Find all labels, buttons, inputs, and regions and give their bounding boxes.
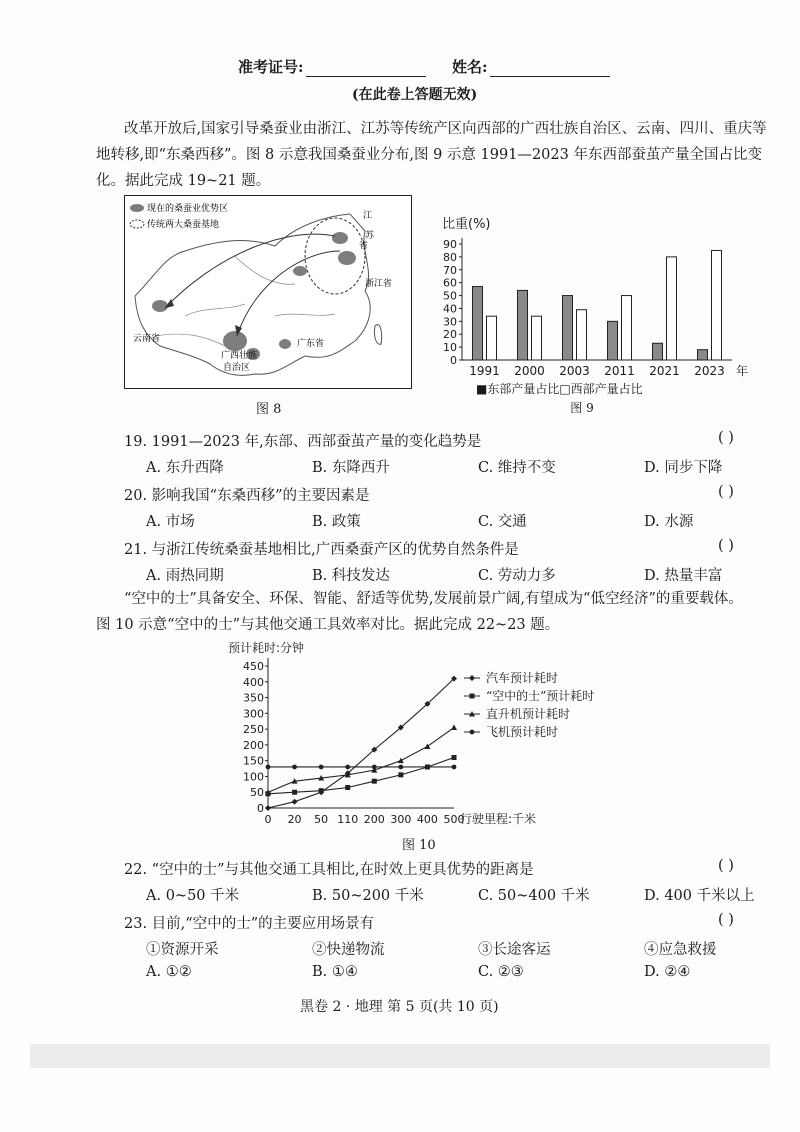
y-tick-label: 90 [443,238,457,251]
point-circle [372,765,377,770]
x-tick-label: 1991 [469,364,500,378]
answer-paren[interactable]: ( ) [718,858,734,874]
bar-west-2011 [622,296,632,360]
point-circle [292,765,297,770]
answer-option[interactable]: B. ①④ [312,964,358,980]
advantage-region-guangdong [279,339,291,349]
advantage-region-zhejiang [338,251,356,265]
question-stem: 23. 目前,“空中的士”的主要应用场景有 [124,916,375,932]
y-tick-label: 10 [443,341,457,355]
answer-option[interactable]: D. 同步下降 [644,460,723,476]
label-sheng: 省 [359,241,369,251]
bar-east-2000 [518,290,528,360]
y-tick-label: 450 [243,660,264,673]
bar-west-2021 [667,257,677,360]
answer-warning: (在此卷上答题无效) [352,87,478,103]
answer-option[interactable]: A. 0~50 千米 [146,888,240,904]
answer-paren[interactable]: ( ) [718,538,734,554]
intro1-line-2: 地转移,即“东桑西移”。图 8 示意我国桑蚕业分布,图 9 示意 1991—2023 年东西部蚕茧产量全国占比变 [96,147,762,163]
x-tick-label: 2021 [649,364,680,378]
answer-paren[interactable]: ( ) [718,484,734,500]
series-line-diamond [268,679,454,808]
label-zhejiang: 浙江省 [365,279,393,289]
point-circle [425,765,430,770]
y-tick-label: 80 [443,250,457,264]
y-tick-label: 50 [250,786,264,800]
figure-9-bar-chart [432,208,752,418]
y-tick-label: 250 [243,723,264,737]
answer-option[interactable]: C. 维持不变 [478,460,556,476]
point-circle [319,765,324,770]
legend-marker-square [470,694,475,699]
point-square [345,785,350,790]
exam-number-label: 准考证号: [238,56,426,77]
bar-east-2011 [608,321,618,360]
y-tick-label: 350 [243,691,264,705]
point-diamond [292,799,298,805]
x-tick-label: 0 [264,813,272,826]
legend-label-diamond: 汽车预计耗时 [486,671,559,685]
figure-9-caption: 图 9 [570,401,594,415]
point-square [452,755,457,760]
point-circle [398,765,403,770]
y-tick-label: 100 [243,770,264,784]
exam-number-blank [306,62,426,77]
x-tick-label: 300 [390,813,412,826]
answer-option[interactable]: B. 政策 [312,514,361,530]
answer-option[interactable]: A. 市场 [146,514,195,530]
intro-paragraph-2 [96,586,774,638]
y-tick-label: 60 [443,276,457,290]
answer-paren[interactable]: ( ) [718,430,734,446]
legend-traditional-label: 传统两大桑蚕基地 [147,220,220,230]
bar-legend: ■东部产量占比□西部产量占比 [476,382,643,396]
answer-option[interactable]: C. 50~400 千米 [478,888,590,904]
question-stem: 21. 与浙江传统桑蚕基地相比,广西桑蚕产区的优势自然条件是 [124,542,519,558]
bar-east-1991 [473,287,483,360]
figure-8-map [124,195,412,389]
legend-advantage-swatch [130,204,144,212]
point-triangle [424,743,430,749]
answer-option[interactable]: C. 交通 [478,514,527,530]
intro-paragraph-1 [96,116,774,194]
answer-option[interactable]: D. 400 千米以上 [644,888,755,904]
advantage-region-guangxi [223,331,247,351]
question-item: ①资源开采 [146,942,219,958]
silk-distribution-map [125,196,411,388]
y-tick-label: 300 [243,707,264,721]
question-item: ③长途客运 [478,942,551,958]
point-circle [452,765,457,770]
x-axis-title: 行驶里程:千米 [460,812,537,826]
figure-8-caption: 图 8 [256,402,282,417]
figure-10-caption: 图 10 [402,838,436,853]
candidate-name-label: 姓名: [452,56,610,77]
bar-east-2003 [563,296,573,360]
y-tick-label: 40 [443,302,457,316]
y-axis-title: 比重(%) [442,217,491,232]
point-square [319,788,324,793]
y-tick-label: 70 [443,263,457,277]
label-guangxi-2: 自治区 [223,363,251,373]
x-axis-title: 年 [736,364,749,378]
answer-option[interactable]: A. 雨热同期 [146,568,224,584]
answer-option[interactable]: D. ②④ [644,964,691,980]
x-tick-label: 110 [337,813,359,826]
taiwan-outline [374,325,381,345]
intro2-line-2: 图 10 示意“空中的士”与其他交通工具效率对比。据此完成 22~23 题。 [96,617,560,633]
point-diamond [265,805,271,811]
legend-advantage-label: 现在的桑蚕业优势区 [147,204,229,214]
question-item: ②快递物流 [312,942,385,958]
advantage-region-yunnan [152,300,168,312]
legend-marker-circle [470,730,475,735]
legend-label-circle: 飞机预计耗时 [486,725,559,739]
series-line-square [268,758,454,794]
migration-arrow-to-yunnan [165,234,335,308]
y-tick-label: 0 [257,802,264,815]
question-stem: 20. 影响我国“东桑西移”的主要因素是 [124,488,370,504]
y-tick-label: 400 [243,675,264,689]
y-tick-label: 200 [243,738,264,752]
answer-option[interactable]: C. ②③ [478,964,524,980]
question-stem: 22. “空中的士”与其他交通工具相比,在时效上更具优势的距离是 [124,862,534,878]
y-tick-label: 150 [243,754,264,768]
figure-10-line-chart [218,640,658,850]
answer-paren[interactable]: ( ) [718,912,734,928]
y-tick-label: 20 [443,328,457,342]
x-tick-label: 2023 [694,364,725,378]
bar-west-2000 [532,316,542,360]
answer-option[interactable]: D. 水源 [644,514,694,530]
question-stem: 19. 1991—2023 年,东部、西部蚕茧产量的变化趋势是 [124,434,482,450]
page-footer: 黑卷 2 · 地理 第 5 页(共 10 页) [300,999,499,1015]
point-circle [345,765,350,770]
answer-option[interactable]: B. 科技发达 [312,568,390,584]
legend-label-triangle: 直升机预计耗时 [486,707,571,721]
x-tick-label: 20 [287,813,302,826]
answer-option[interactable]: B. 东降西升 [312,460,390,476]
intro1-line-1: 改革开放后,国家引导桑蚕业由浙江、江苏等传统产区向西部的广西壮族自治区、云南、四川、重庆等 [124,121,767,137]
province-borders [155,256,335,346]
y-axis-title: 预计耗时:分钟 [228,641,305,655]
migration-arrow-to-guangxi [237,251,340,336]
bar-east-2021 [653,343,663,360]
y-tick-label: 0 [450,354,457,367]
candidate-name-blank [490,62,610,77]
y-tick-label: 50 [443,289,457,303]
answer-option[interactable]: A. 东升西降 [146,460,224,476]
question-item: ④应急救援 [644,942,717,958]
x-tick-label: 2003 [559,364,590,378]
bar-east-2023 [698,350,708,360]
label-su: 苏 [365,231,375,241]
answer-option[interactable]: D. 热量丰富 [644,568,723,584]
answer-option[interactable]: B. 50~200 千米 [312,888,424,904]
legend-marker-diamond [469,675,475,681]
answer-option[interactable]: A. ①② [146,964,192,980]
x-tick-label: 2011 [604,364,635,378]
x-tick-label: 400 [416,813,438,826]
point-triangle [398,758,404,764]
advantage-region-jiangsu [332,232,348,244]
point-circle [266,765,271,770]
answer-option[interactable]: C. 劳动力多 [478,568,556,584]
bar-west-1991 [487,316,497,360]
point-triangle [451,725,457,731]
bar-west-2003 [577,310,587,360]
x-tick-label: 2000 [514,364,545,378]
x-tick-label: 200 [363,813,385,826]
intro1-line-3: 化。据此完成 19~21 题。 [96,173,271,189]
x-tick-label: 500 [443,813,465,826]
scan-shadow-band [30,1044,770,1068]
y-tick-label: 30 [443,315,457,329]
label-guangdong: 广东省 [297,339,325,349]
label-jiang: 江 [363,211,373,221]
point-square [292,790,297,795]
point-square [372,779,377,784]
x-tick-label: 50 [314,813,329,826]
advantage-region-inland [293,266,307,276]
point-square [398,772,403,777]
label-guangxi-1: 广西壮族 [221,351,258,361]
legend-label-square: “空中的士”预计耗时 [486,689,595,703]
label-yunnan: 云南省 [133,334,161,344]
intro2-line-1: “空中的士”具备安全、环保、智能、舒适等优势,发展前景广阔,有望成为“低空经济”的重要载体。 [124,591,743,607]
bar-west-2023 [712,250,722,360]
